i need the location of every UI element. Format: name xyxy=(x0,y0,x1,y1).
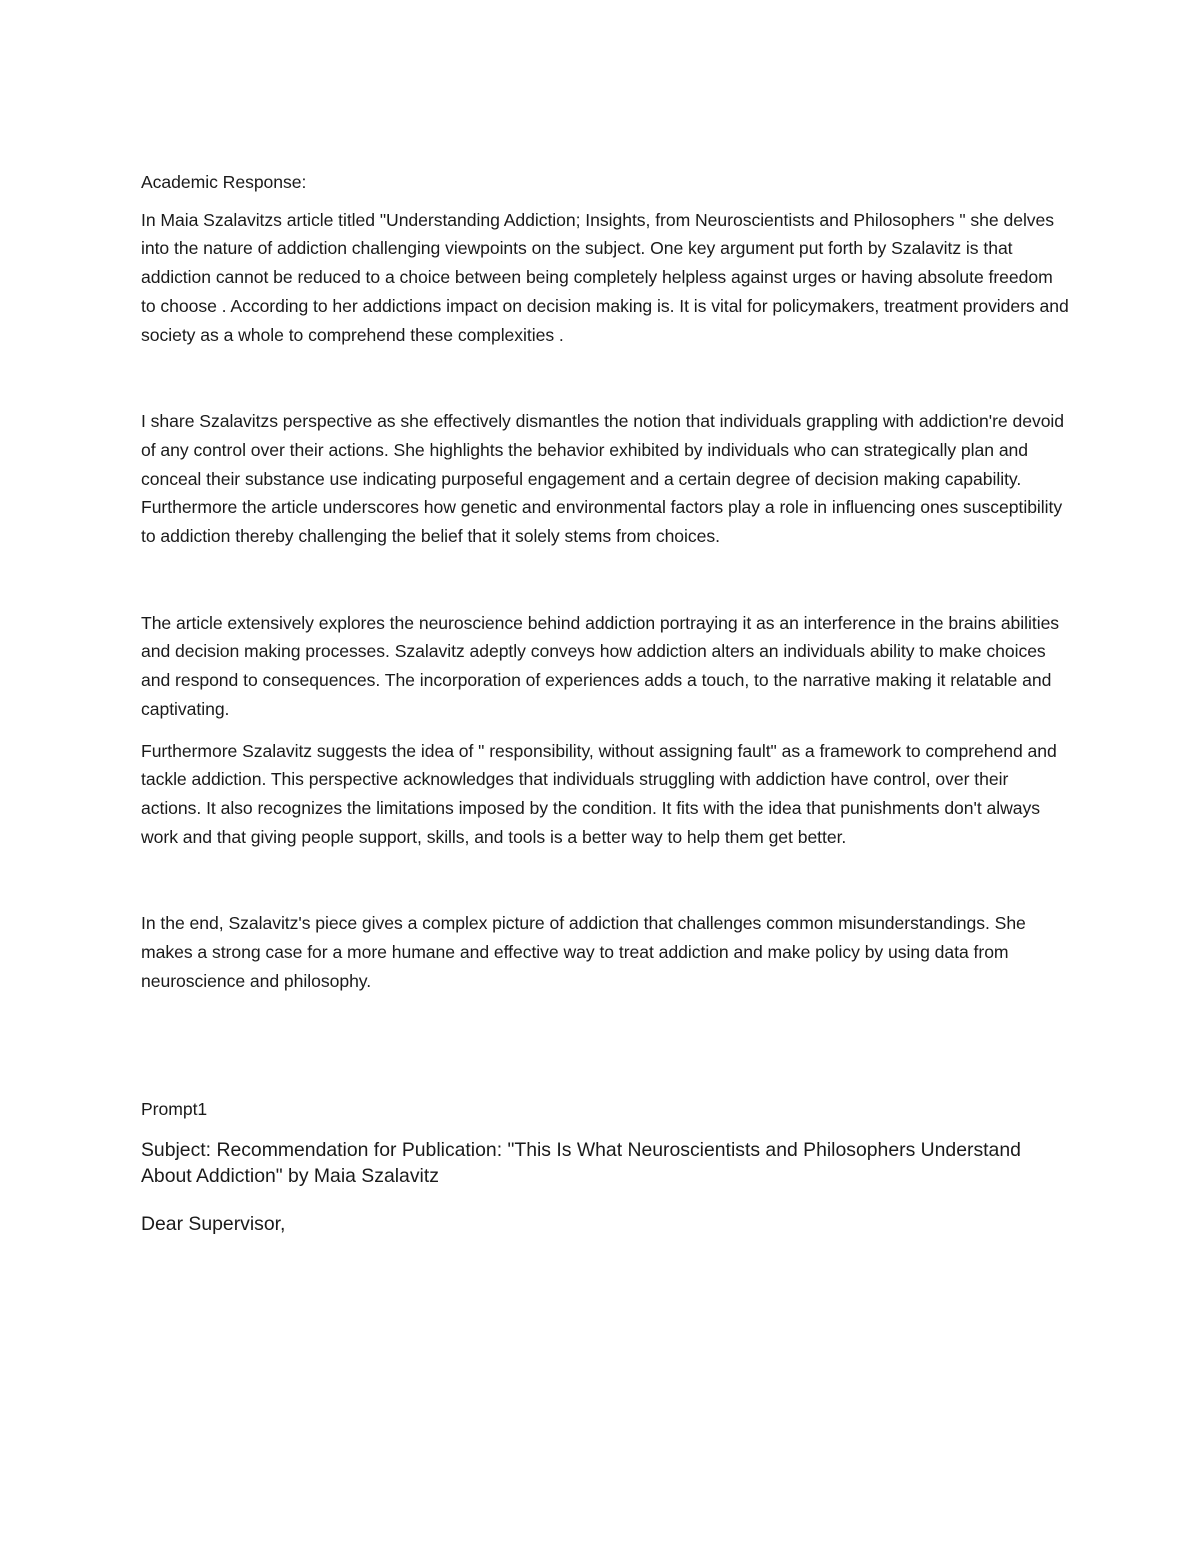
paragraph-3: The article extensively explores the neuroscience behind addiction portraying it as an interference in the brains abilities and decision making processes. Szalavitz adeptly conveys how addiction alters an individuals ability to make choices and respond to consequences. The incorporation of experiences adds a touch, to the narrative making it relatable and captivating. xyxy=(141,612,1060,719)
document-heading: Academic Response: xyxy=(141,172,307,192)
subject-line: Subject: Recommendation for Publication: "This Is What Neuroscientists and Philosophers Understand About Addiction" by Maia Szalavitz xyxy=(141,1139,1021,1188)
prompt-label: Prompt1 xyxy=(141,1099,208,1120)
paragraph-4: Furthermore Szalavitz suggests the idea of " responsibility, without assigning fault" as a framework to comprehend and tackle addiction. This perspective acknowledges that individuals struggling with addiction have control, over their actions. It also recognizes the limitations imposed by the condition. It fits with the idea that punishments don't always work and that giving people support, skills, and tools is a better way to help them get better. xyxy=(141,740,1057,847)
salutation: Dear Supervisor, xyxy=(141,1213,286,1236)
document-body xyxy=(141,168,1071,1237)
paragraph-5: In the end, Szalavitz's piece gives a complex picture of addiction that challenges common misunderstandings. She makes a strong case for a more humane and effective way to treat addiction and make policy by using data from neuroscience and philosophy. xyxy=(141,913,1026,991)
paragraph-2: I share Szalavitzs perspective as she effectively dismantles the notion that individuals grappling with addiction're devoid of any control over their actions. She highlights the behavior exhibited by individuals who can strategically plan and conceal their substance use indicating purposeful engagement and a certain degree of decision making capability. Furthermore the article underscores how genetic and environmental factors play a role in influencing ones susceptibility to addiction thereby challenging the belief that it solely stems from choices. xyxy=(141,411,1065,547)
paragraph-1: In Maia Szalavitzs article titled "Understanding Addiction; Insights, from Neuroscientists and Philosophers " she delves into the nature of addiction challenging viewpoints on the subject. One key argument put forth by Szalavitz is that addiction cannot be reduced to a choice between being completely helpless against urges or having absolute freedom to choose . According to her addictions impact on decision making is. It is vital for policymakers, treatment providers and society as a whole to comprehend these complexities . xyxy=(141,209,1069,345)
